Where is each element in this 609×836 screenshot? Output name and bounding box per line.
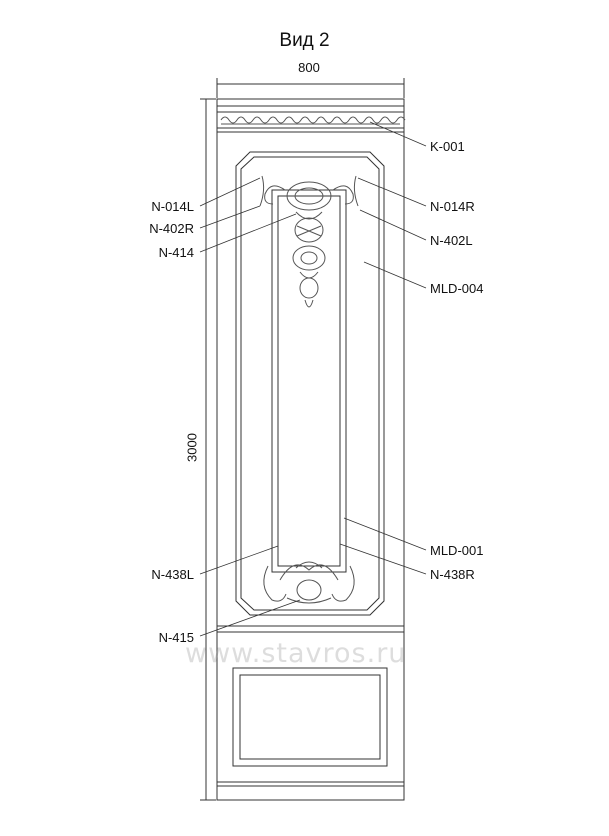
inner-molding: [272, 190, 346, 572]
label-n-438l: N-438L: [151, 567, 194, 582]
label-n-014r: N-014R: [430, 199, 475, 214]
upper-panel-frame: [236, 152, 384, 615]
cornice-ornament: [221, 117, 405, 124]
height-dimension-label: 3000: [184, 433, 200, 462]
label-mld-004: MLD-004: [430, 281, 484, 296]
label-n-014l: N-014L: [151, 199, 194, 214]
lower-panel: [233, 668, 387, 766]
label-n-402r: N-402R: [149, 221, 194, 236]
label-k-001: K-001: [430, 139, 465, 154]
label-n-414: N-414: [158, 245, 194, 260]
watermark: www.stavros.ru: [185, 638, 407, 669]
label-n-438r: N-438R: [430, 567, 475, 582]
bottom-ornament: [264, 562, 354, 603]
width-dimension-label: 800: [298, 60, 320, 75]
label-mld-001: MLD-001: [430, 543, 484, 558]
label-n-402l: N-402L: [430, 233, 473, 248]
leader-lines: [200, 122, 426, 636]
label-n-415: N-415: [158, 630, 194, 645]
view-title: Вид 2: [279, 30, 330, 51]
